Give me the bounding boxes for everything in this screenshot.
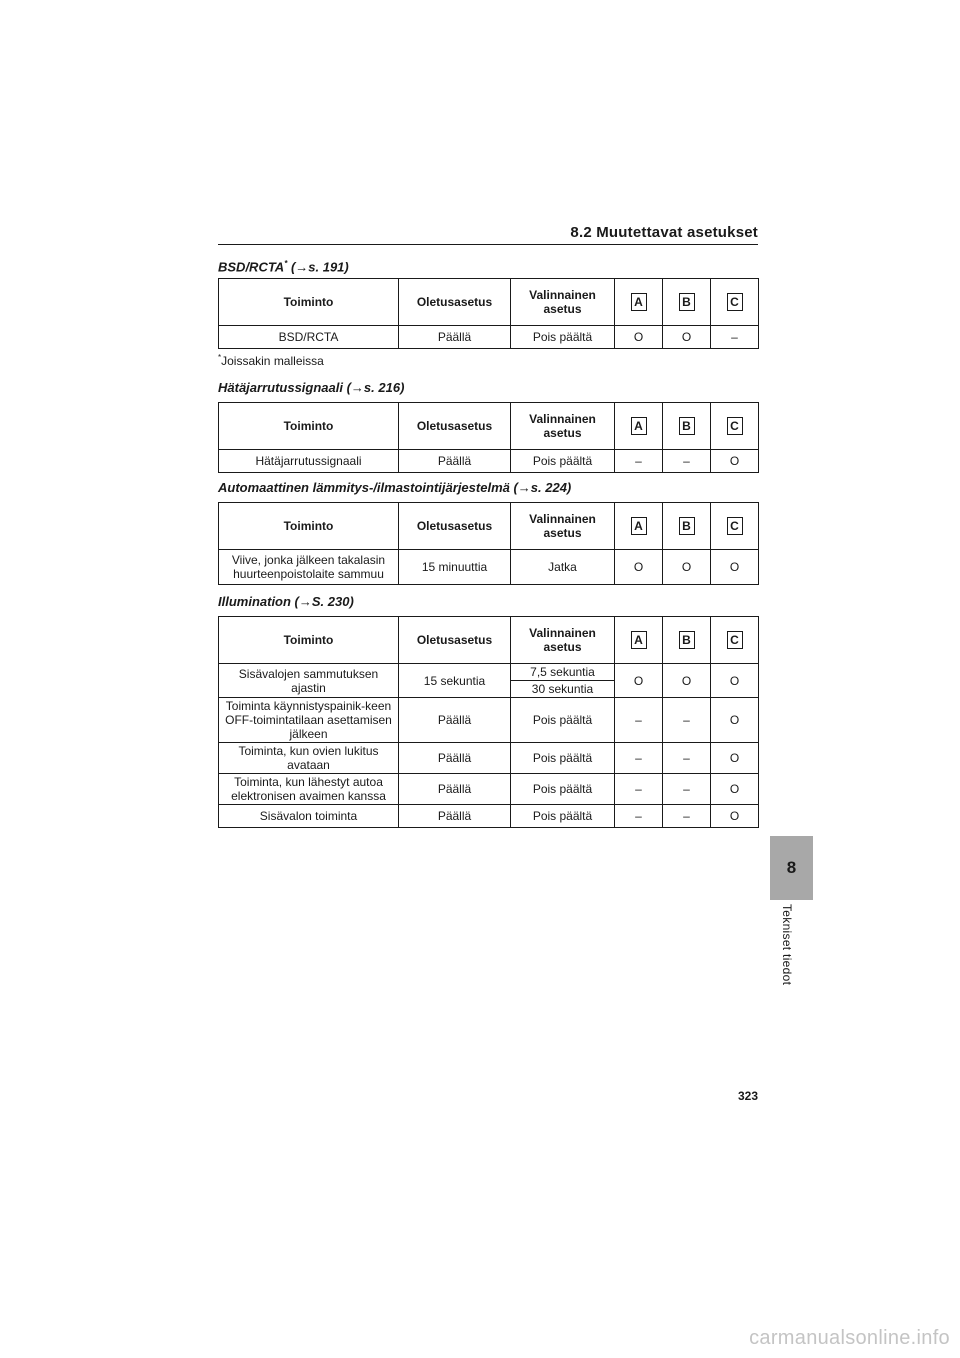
cell-a: – <box>615 743 663 774</box>
footnote-sup: * <box>218 353 222 362</box>
section-hatajarrutussignaali <box>218 380 758 473</box>
chapter-tab <box>770 836 813 900</box>
col-c <box>711 279 759 326</box>
cell-b: O <box>663 326 711 349</box>
col-b <box>663 617 711 664</box>
col-valinnainen: Valinnainen asetus <box>511 403 615 450</box>
settings-table <box>218 402 759 473</box>
header-divider <box>218 244 758 245</box>
section-title: Automaattinen lämmitys-/ilmastointijärjestelmä (→s. 224) <box>218 480 572 495</box>
section-bsd-rcta <box>218 256 758 368</box>
badge-b: B <box>679 417 695 435</box>
cell-toiminto: Hätäjarrutussignaali <box>219 450 399 473</box>
cell-a: – <box>615 698 663 743</box>
section-title-text: BSD/RCTA <box>218 259 285 275</box>
cell-valinnainen: Pois päältä <box>511 326 615 349</box>
footnote-text: Joissakin malleissa <box>221 354 324 368</box>
table-row <box>219 550 759 585</box>
cell-c: O <box>711 774 759 805</box>
badge-c: C <box>727 417 743 435</box>
section-title: Illumination (→S. 230) <box>218 594 354 609</box>
cell-a: – <box>615 450 663 473</box>
col-a <box>615 403 663 450</box>
table-row <box>219 774 759 805</box>
table-header-row <box>219 503 759 550</box>
cell-b: – <box>663 450 711 473</box>
col-valinnainen: Valinnainen asetus <box>511 279 615 326</box>
cell-b: – <box>663 698 711 743</box>
cell-oletus: Päällä <box>399 450 511 473</box>
col-a <box>615 279 663 326</box>
col-a <box>615 503 663 550</box>
cell-a: O <box>615 664 663 698</box>
col-toiminto: Toiminto <box>219 279 399 326</box>
footnote <box>218 353 758 368</box>
badge-c: C <box>727 517 743 535</box>
badge-b: B <box>679 631 695 649</box>
table-header-row <box>219 279 759 326</box>
chapter-number: 8 <box>786 858 797 877</box>
table-row <box>219 743 759 774</box>
col-valinnainen: Valinnainen asetus <box>511 617 615 664</box>
cell-toiminto: BSD/RCTA <box>219 326 399 349</box>
cell-c: O <box>711 550 759 585</box>
section-title <box>218 256 758 275</box>
cell-toiminto: Toiminta, kun ovien lukitus avataan <box>219 743 399 774</box>
col-c <box>711 403 759 450</box>
col-toiminto: Toiminto <box>219 503 399 550</box>
cell-valinnainen: Pois päältä <box>511 743 615 774</box>
cell-oletus: Päällä <box>399 805 511 828</box>
cell-oletus: 15 sekuntia <box>399 664 511 698</box>
col-b <box>663 503 711 550</box>
col-b <box>663 279 711 326</box>
cell-c: – <box>711 326 759 349</box>
cell-c: O <box>711 698 759 743</box>
col-valinnainen: Valinnainen asetus <box>511 503 615 550</box>
cell-oletus: Päällä <box>399 326 511 349</box>
cell-b: O <box>663 664 711 698</box>
badge-a: A <box>631 517 647 535</box>
col-oletusasetus: Oletusasetus <box>399 617 511 664</box>
col-b <box>663 403 711 450</box>
badge-a: A <box>631 293 647 311</box>
settings-table <box>218 616 759 828</box>
section-title-ref: (→s. 191) <box>287 259 349 275</box>
cell-toiminto: Toiminta, kun lähestyt autoa elektronisen avaimen kanssa <box>219 774 399 805</box>
cell-a: O <box>615 550 663 585</box>
col-oletusasetus: Oletusasetus <box>399 503 511 550</box>
col-toiminto: Toiminto <box>219 403 399 450</box>
badge-a: A <box>631 631 647 649</box>
cell-valinnainen-2: 30 sekuntia <box>511 681 615 698</box>
cell-valinnainen: Jatka <box>511 550 615 585</box>
table-row <box>219 698 759 743</box>
col-a <box>615 617 663 664</box>
chapter-label: Tekniset tiedot <box>780 904 794 986</box>
settings-table <box>218 502 759 585</box>
cell-c: O <box>711 743 759 774</box>
settings-table <box>218 278 759 349</box>
page-number: 323 <box>737 1089 758 1103</box>
section-title: Hätäjarrutussignaali (→s. 216) <box>218 380 405 395</box>
badge-b: B <box>679 293 695 311</box>
cell-a: O <box>615 326 663 349</box>
table-header-row <box>219 617 759 664</box>
cell-valinnainen: Pois päältä <box>511 774 615 805</box>
cell-valinnainen: Pois päältä <box>511 450 615 473</box>
col-toiminto: Toiminto <box>219 617 399 664</box>
cell-oletus: 15 minuuttia <box>399 550 511 585</box>
cell-b: – <box>663 805 711 828</box>
col-c <box>711 503 759 550</box>
section-title-sup: * <box>284 259 288 268</box>
section-illumination <box>218 594 758 828</box>
cell-c: O <box>711 664 759 698</box>
cell-b: O <box>663 550 711 585</box>
watermark: carmanualsonline.info <box>749 1327 950 1349</box>
section-automaattinen-lammitys <box>218 480 758 585</box>
badge-a: A <box>631 417 647 435</box>
badge-c: C <box>727 293 743 311</box>
cell-c: O <box>711 450 759 473</box>
cell-a: – <box>615 805 663 828</box>
cell-toiminto: Toiminta käynnistyspainik-keen OFF-toimintatilaan asettamisen jälkeen <box>219 698 399 743</box>
col-oletusasetus: Oletusasetus <box>399 403 511 450</box>
cell-valinnainen: Pois päältä <box>511 805 615 828</box>
cell-valinnainen-1: 7,5 sekuntia <box>511 664 615 681</box>
cell-valinnainen: Pois päältä <box>511 698 615 743</box>
badge-b: B <box>679 517 695 535</box>
badge-c: C <box>727 631 743 649</box>
cell-oletus: Päällä <box>399 774 511 805</box>
cell-c: O <box>711 805 759 828</box>
table-row <box>219 664 759 681</box>
table-header-row <box>219 403 759 450</box>
table-row <box>219 450 759 473</box>
cell-oletus: Päällä <box>399 743 511 774</box>
cell-toiminto: Viive, jonka jälkeen takalasin huurteenpoistolaite sammuu <box>219 550 399 585</box>
col-oletusasetus: Oletusasetus <box>399 279 511 326</box>
cell-oletus: Päällä <box>399 698 511 743</box>
cell-a: – <box>615 774 663 805</box>
cell-toiminto: Sisävalon toiminta <box>219 805 399 828</box>
cell-toiminto: Sisävalojen sammutuksen ajastin <box>219 664 399 698</box>
col-c <box>711 617 759 664</box>
cell-b: – <box>663 774 711 805</box>
cell-b: – <box>663 743 711 774</box>
page-header-title: 8.2 Muutettavat asetukset <box>570 224 758 241</box>
table-row <box>219 805 759 828</box>
table-row <box>219 326 759 349</box>
